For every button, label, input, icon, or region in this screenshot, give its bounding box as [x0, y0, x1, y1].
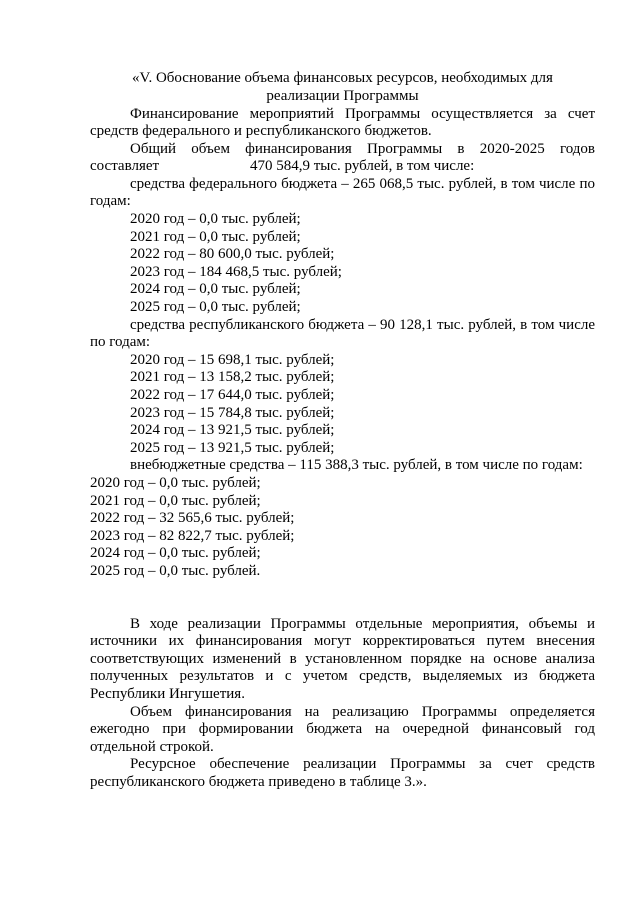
- list-item: 2022 год – 32 565,6 тыс. рублей;: [90, 510, 295, 527]
- section-title-line-1: «V. Обоснование объема финансовых ресурсов, необходимых для: [132, 70, 553, 86]
- list-item: 2022 год – 17 644,0 тыс. рублей;: [130, 387, 335, 403]
- list-item: 2025 год – 13 921,5 тыс. рублей;: [130, 439, 335, 456]
- list-item: 2020 год – 0,0 тыс. рублей;: [90, 474, 261, 491]
- republic-budget-years: [90, 352, 595, 458]
- extrabudget-years: [90, 475, 595, 581]
- federal-budget-years: [90, 211, 595, 317]
- list-item: 2021 год – 0,0 тыс. рублей;: [130, 228, 301, 245]
- total-financing-amount-line: [90, 158, 595, 176]
- paragraph-annual-volume: Объем финансирования на реализацию Программы определяется ежегодно при формировании бюджета на очередной финансовый год отдельной строкой.: [90, 703, 595, 755]
- total-financing-line: Общий объем финансирования Программы в 2020-2025 годов: [130, 140, 595, 157]
- total-financing-label: составляет: [90, 158, 160, 175]
- list-item: 2022 год – 80 600,0 тыс. рублей;: [130, 246, 335, 263]
- paragraph-resource-support: Ресурсное обеспечение реализации Программы за счет средств республиканского бюджета приведено в таблице 3.».: [90, 756, 595, 790]
- list-item: 2023 год – 184 468,5 тыс. рублей;: [130, 263, 342, 280]
- list-item: 2023 год – 82 822,7 тыс. рублей;: [90, 527, 295, 544]
- section-title: [90, 70, 595, 105]
- list-item: 2024 год – 0,0 тыс. рублей;: [90, 545, 261, 562]
- extrabudget-intro: внебюджетные средства – 115 388,3 тыс. рублей, в том числе по годам:: [130, 457, 583, 474]
- list-item: 2024 год – 13 921,5 тыс. рублей;: [130, 422, 335, 439]
- list-item: 2021 год – 0,0 тыс. рублей;: [90, 492, 261, 509]
- paragraph-financing-sources: Финансирование мероприятий Программы осуществляется за счет средств федерального и республиканского бюджетов.: [90, 105, 595, 140]
- list-item: 2021 год – 13 158,2 тыс. рублей;: [130, 369, 335, 386]
- total-financing-amount: 470 584,9 тыс. рублей, в том числе:: [250, 158, 475, 175]
- list-item: 2024 год – 0,0 тыс. рублей;: [130, 281, 301, 298]
- paragraph-adjustment: В ходе реализации Программы отдельные мероприятия, объемы и источники их финансирования могут корректироваться путем внесения соответствующих изменений в установленном порядке на основе анализа полученных результатов и с учетом средств, выделяемых из бюджета Республики Ингушетия.: [90, 615, 595, 702]
- list-item: 2025 год – 0,0 тыс. рублей;: [130, 299, 301, 316]
- list-item: 2020 год – 15 698,1 тыс. рублей;: [130, 351, 335, 368]
- section-title-line-2: реализации Программы: [266, 87, 419, 104]
- list-item: 2025 год – 0,0 тыс. рублей.: [90, 562, 261, 579]
- list-item: 2020 год – 0,0 тыс. рублей;: [130, 211, 301, 228]
- document-body: [90, 106, 595, 792]
- federal-budget-intro: средства федерального бюджета – 265 068,5 тыс. рублей, в том числе по годам:: [90, 175, 595, 210]
- list-item: 2023 год – 15 784,8 тыс. рублей;: [130, 404, 335, 421]
- republic-budget-intro: средства республиканского бюджета – 90 128,1 тыс. рублей, в том числе по годам:: [90, 316, 595, 351]
